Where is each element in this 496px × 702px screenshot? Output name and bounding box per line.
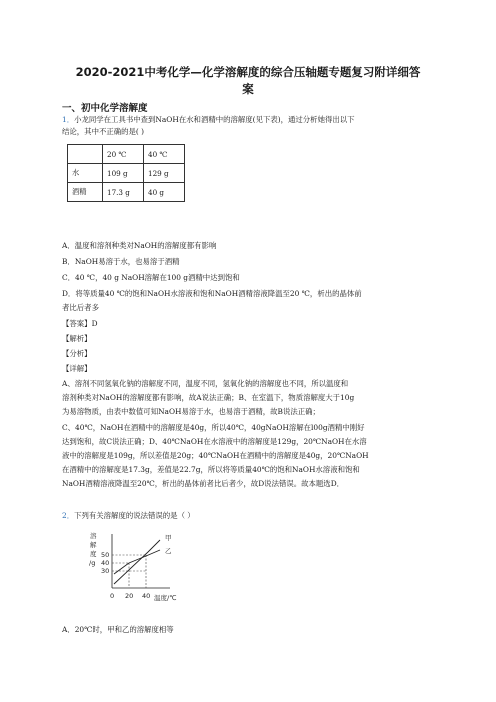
explanation-line: A、溶剂不同氢氧化钠的溶解度不同，温度不同，氢氧化钠的溶解度也不同，所以温度和 [62,379,349,388]
q2-option-a: A．20℃时，甲和乙的溶解度相等 [62,625,174,634]
xiangjie-label: 【详解】 [62,364,92,373]
solubility-curve-graph [86,528,196,608]
explanation-line: 在酒精中的溶解度是17.3g，差值是22.7g，所以将等质量40℃的饱和NaOH水溶液和饱和 [62,465,360,474]
q2-stem [62,510,195,521]
q1-option-b: B．NaOH易溶于水，也易溶于酒精 [62,257,180,266]
x-axis-label: 温度/℃ [154,594,177,602]
answer-label: 【答案】D [62,319,98,328]
q1-option-c: C．40 ℃，40 g NaOH溶解在100 g酒精中达到饱和 [62,273,240,282]
curve-jia [114,540,160,584]
y-axis-label-char: /g [89,559,96,567]
q2-stem-text: 下列有关溶解度的说法错误的是（ ） [74,511,195,520]
q1-stem-line-1 [62,114,355,125]
y-axis-label-char: 解 [90,541,97,549]
table-cell: 109 g [103,164,144,183]
q1-option-d: D．将等质量40 ℃的饱和NaOH水溶液和饱和NaOH酒精溶液降温至20 ℃，析出的晶体前 [62,289,362,298]
table-header-cell: 40 ℃ [144,145,185,164]
table-row [68,183,185,202]
explanation-line: 达到饱和，故C说法正确；D、40℃NaOH在水溶液中的溶解度是129g，20℃NaOH在水溶 [62,437,367,446]
table-row [68,164,185,183]
table-cell: 17.3 g [103,183,144,202]
explanation-line: C、40℃，NaOH在酒精中的溶解度是40g，所以40℃，40gNaOH溶解在l00g酒精中刚好 [62,423,365,432]
solubility-table [67,144,185,202]
q1-number: 1． [62,115,75,124]
q2-number: 2． [62,511,75,520]
y-tick-label: 50 [101,551,110,559]
table-cell [68,145,103,164]
jiexi-label: 【解析】 [62,334,92,343]
title-line-1: 2020-2021中考化学—化学溶解度的综合压轴题专题复习附详细答 [75,65,421,79]
series-label-yi: 乙 [165,547,172,555]
q1-stem-line-2: 结论，其中不正确的是( ) [62,127,145,136]
explanation-line: 溶剂种类对NaOH的溶解度都有影响，故A说法正确；B、在室温下，物质溶解度大于10g [62,393,355,402]
table-header-row [68,145,185,164]
y-axis-label-char: 度 [90,550,97,558]
series-label-jia: 甲 [165,534,172,542]
table-cell: 酒精 [68,183,103,202]
table-cell: 水 [68,164,103,183]
x-tick-label: 40 [142,592,151,600]
table-header-cell: 20 ℃ [103,145,144,164]
x-tick-label: 20 [125,592,134,600]
q1-option-a: A．温度和溶剂种类对NaOH的溶解度都有影响 [62,241,217,250]
document-title [40,64,456,98]
q1-option-d-cont: 者比后者多 [62,303,99,312]
explanation-line: NaOH酒精溶液降温至20℃，析出的晶体前者比后者少，故D说法错误。故本题选D． [62,479,345,488]
x-tick-label: 0 [110,592,115,600]
q1-stem-text-1: 小龙同学在工具书中查到NaOH在水和酒精中的溶解度(见下表)，通过分析她得出以下 [74,115,355,124]
explanation-line: 为易溶物质，由表中数值可知NaOH易溶于水，也易溶于酒精，故B说法正确； [62,407,320,416]
table-cell: 129 g [144,164,185,183]
y-axis-label-char: 溶 [90,532,97,540]
fenxi-label: 【分析】 [62,349,92,358]
explanation-line: 液中的溶解度是109g，所以差值是20g；40℃NaOH在酒精中的溶解度是40g，20℃NaOH [62,451,369,460]
section-heading: 一、初中化学溶解度 [62,103,148,114]
title-line-2: 案 [242,82,254,96]
table-cell: 40 g [144,183,185,202]
y-tick-label: 30 [101,567,110,575]
y-tick-label: 40 [101,559,110,567]
